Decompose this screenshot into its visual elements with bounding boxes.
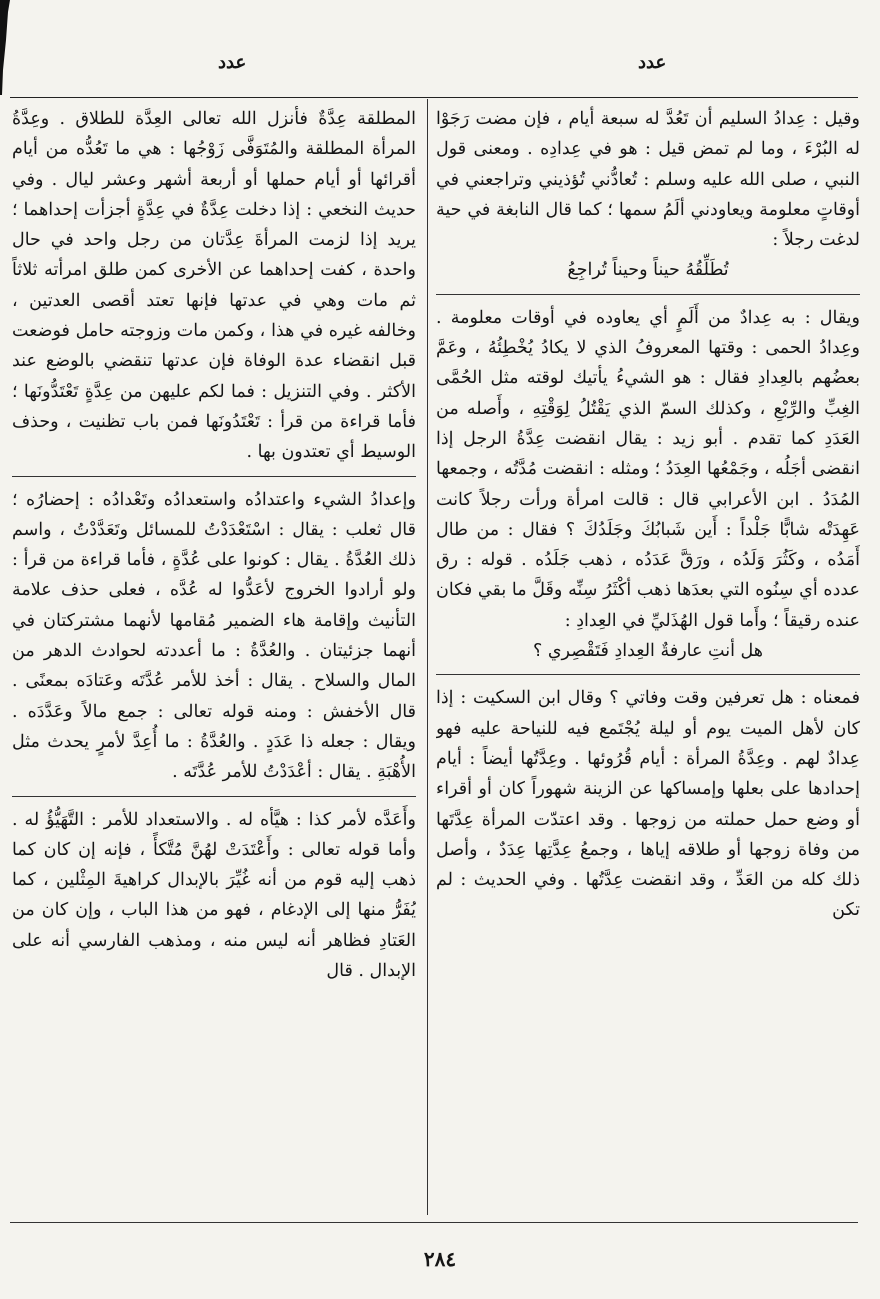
section-divider bbox=[12, 796, 416, 797]
paragraph: وقيل : عِدادُ السليم أن تَعُدَّ له سبعة أيام ، فإن مضت رَجَوْا له البُرْءَ ، وما لم تمض قيل : هو في عِدادِه . ومعنى قول النبي ، صلى الله عليه وسلم : تُعادُّني تُؤذيني وتراجعني في أوقاتٍ معلومة ويعاودني ألَمُ سمها ؛ كما قال النابغة في حية لدغت رجلاً : bbox=[436, 109, 860, 251]
footer-rule bbox=[10, 1222, 858, 1223]
section-divider bbox=[12, 476, 416, 477]
header-rule bbox=[10, 97, 858, 98]
right-column bbox=[436, 104, 860, 1216]
verse-line: تُطَلِّقُهُ حيناً وحيناً تُراجِعُ bbox=[567, 260, 729, 281]
verse-line: هل أنتِ عارفةٌ العِدادِ فَتَقْصِري ؟ bbox=[533, 641, 763, 662]
column-divider bbox=[427, 99, 428, 1215]
paragraph: ويقال : به عِدادٌ من أَلَمٍ أي يعاوده في أوقات معلومة . وعِدادُ الحمى : وقتها المعروفُ الذي لا يكادُ يُخْطِئُهُ ، وعَمَّ بعضُهم بالعِدادِ فقال : هو الشيءُ يأتيك لوقته مثل الحُمَّى الغِبِّ والرِّبْعِ ، وكذلك السمّ الذي يَقْتُلُ لِوَقْتِهِ ، وأَصله من العَدَدِ كما تقدم . أبو زيد : يقال انقضت عِدَّةُ الرجل إذا انقضى أجَلُه ، وجَمْعُها العِدَدُ ؛ ومثله : انقضت مُدَّتُه ، وجمعها المُدَدُ . ابن الأعرابي قال : قالت امرأة ورأت رجلاً كانت عَهِدَتْه شابًّا جَلْداً : أَين شَبابُكَ وجَلَدُكَ ؟ فقال : من طال أَمَدُه ، وكَثُرَ وَلَدُه ، ورَقَّ عَدَدُه ، ذهب جَلَدُه . قوله : رق عدده أي سِنُوه التي بعدَها ذهب أكْثَرُ سِنِّه وقَلَّ ما بقي فكان عنده رقيقاً ؛ وأَما قول الهُذَليِّ في العِدادِ : bbox=[436, 307, 860, 631]
page-edge-mark bbox=[0, 0, 18, 95]
running-headword-right: عدد bbox=[638, 52, 667, 73]
paragraph: فمعناه : هل تعرفين وقت وفاتي ؟ وقال ابن السكيت : إذا كان لأهل الميت يوم أو ليلة يُجْتَمع فيه للنياحة عليه فهو عِدادٌ لهم . وعِدَّةُ المرأة : أيام قُرُوئها . وعِدَّتُها أيضاً : أيام إحدادها على بعلها وإمساكها عن الزينة شهوراً كان أو أقراء أو وضع حمل حملته من زوجها . وقد اعتدّت المرأة عِدَّتَها من وفاة زوجها أو طلاقه إياها ، وجمعُ عِدَّتِها عِدَدٌ ، وأصل ذلك كله من العَدِّ ، وقد انقضت عِدَّتُها . وفي الحديث : لم تكن bbox=[436, 688, 860, 921]
page-number: ٢٨٤ bbox=[423, 1247, 457, 1271]
paragraph: وأَعَدَّه لأمر كذا : هيَّأه له . والاستعداد للأمر : التَّهَيُّؤُ له . وأما قوله تعالى : وأَعْتَدَتْ لهُنَّ مُتَّكأً ، فإنه إن كان كما ذهب إليه قوم من أنه غُيِّرَ بالإبدال كراهيةَ المِثْلين ، كما يُفَرُّ منها إلى الإدغام ، فهو من هذا الباب ، وإن كان من العَتادِ فظاهر أنه ليس منه ، ومذهب الفارسي أنه على الإبدال . قال bbox=[12, 809, 416, 982]
paragraph: المطلقة عِدَّةٌ فأنزل الله تعالى العِدَّة للطلاق . وعِدَّةُ المرأة المطلقة والمُتَوَفَّى زَوْجُها : هي ما تَعُدُّه من أيام أقرائها أو أيام حملها أو أربعة أشهر وعشر ليال . وفي حديث النخعي : إذا دخلت عِدَّةٌ في عِدَّةٍ أجزأت إحداهما ؛ يريد إذا لزمت المرأةَ عِدَّتان من رجل واحد في حال واحدة ، كفت إحداهما عن الأخرى كمن طلق امرأته ثلاثاً ثم مات وهي في عدتها فإنها تعتد أقصى العدتين ، وخالفه غيره في هذا ، وكمن مات وزوجته حامل فوضعت قبل انقضاء عدة الوفاة فإن عدتها تنقضي بالوضع عند الأكثر . وفي التنزيل : فما لكم عليهن من عِدَّةٍ تَعْتَدُّونَها ؛ فأما قراءة من قرأ : تَعْتَدُونَها فمن باب تظنيت ، وحذف الوسيط أي تعتدون بها . bbox=[12, 109, 416, 463]
left-column bbox=[12, 104, 416, 1216]
section-divider bbox=[436, 674, 860, 675]
running-headword-left: عدد bbox=[218, 52, 247, 73]
section-divider bbox=[436, 294, 860, 295]
paragraph: وإعدادُ الشيء واعتدادُه واستعدادُه وتَعْدادُه : إحضارُه ؛ قال ثعلب : يقال : اسْتَعْدَدْتُ للمسائل وتَعَدَّدْتُ ، واسم ذلك العُدَّةُ . يقال : كونوا على عُدَّةٍ ، فأما قراءة من قرأ : ولو أرادوا الخروج لأعَدُّوا له عُدَّه ، فعلى حذف علامة التأنيث وإقامة هاء الضمير مُقامها لأنهما مشتركتان في أنهما جزئيتان . والعُدَّةُ : ما أعددته لحوادث الدهر من المال والسلاح . يقال : أخذ للأمر عُدَّتَه وعَتادَه بمعنًى . قال الأخفش : ومنه قوله تعالى : جمع مالاً وعَدَّدَه . ويقال : جعله ذا عَدَدٍ . والعُدَّةُ : ما أُعِدَّ لأمرٍ يحدث مثل الأُهْبَةِ . يقال : أعْدَدْتُ للأمر عُدَّتَه . bbox=[12, 489, 416, 783]
